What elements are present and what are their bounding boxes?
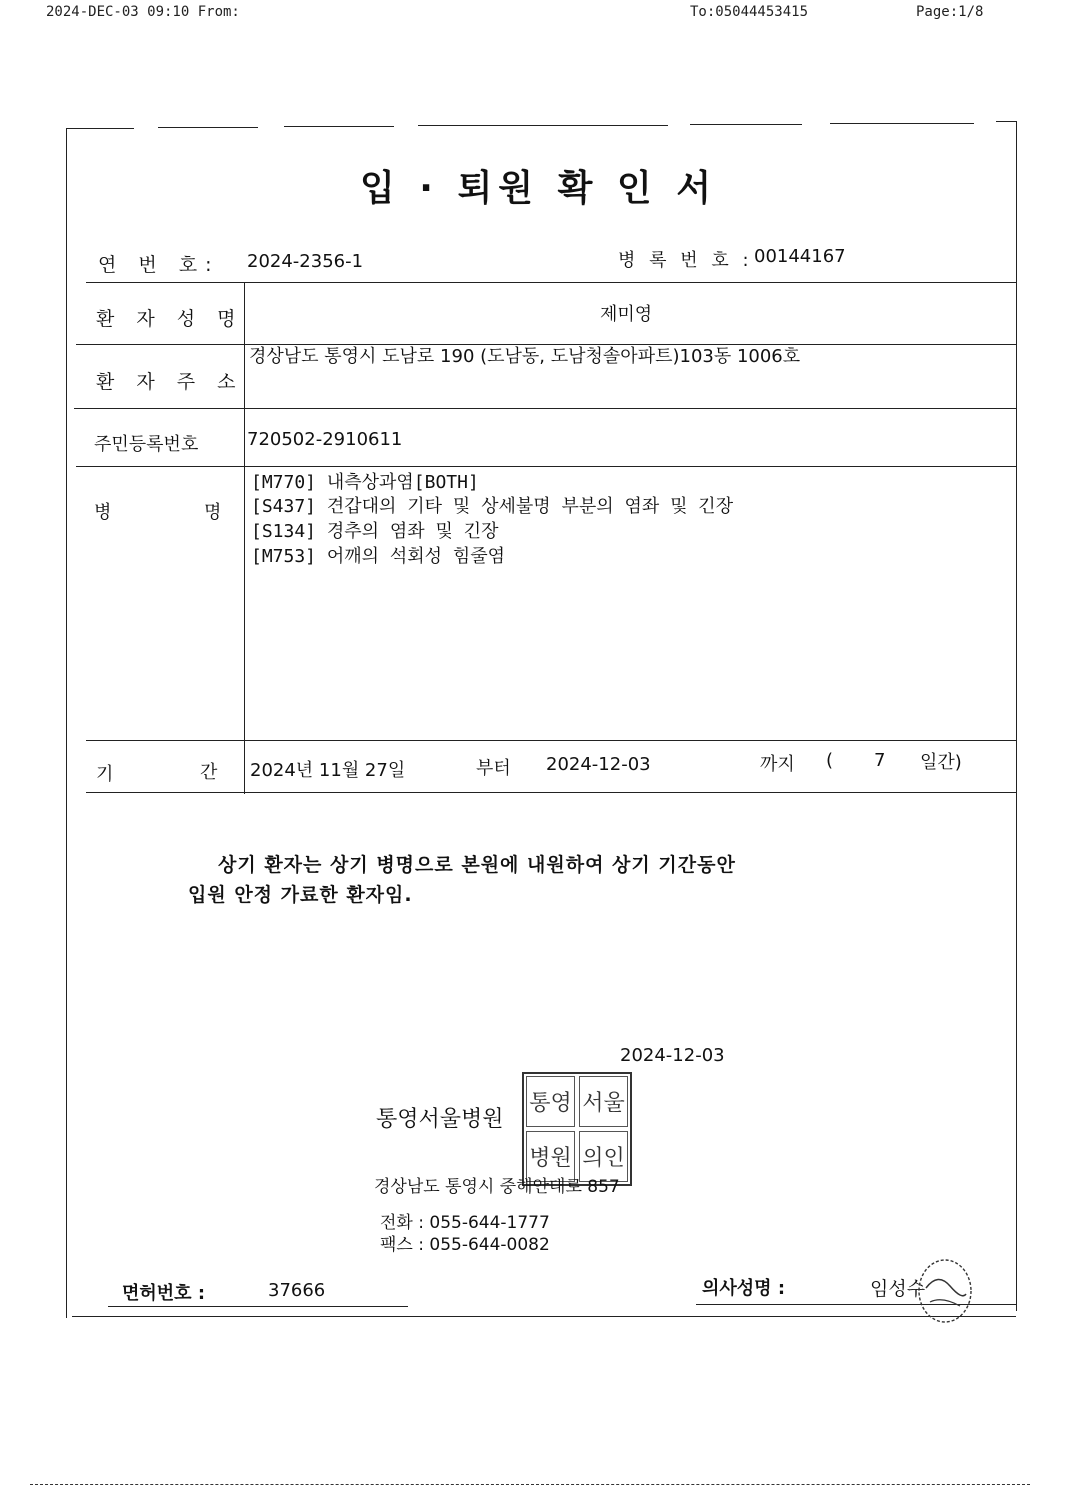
period-days-suffix: 일간) — [920, 752, 962, 773]
patient-name-value: 제미영 — [600, 304, 653, 325]
address-value: 경상남도 통영시 도남로 190 (도남동, 도남청솔아파트)103동 1006호 — [249, 346, 801, 367]
fax-header-to: To:05044453415 — [690, 4, 809, 20]
doctor-label: 의사성명 : — [702, 1278, 786, 1299]
serial-value: 2024-2356-1 — [247, 251, 364, 272]
serial-label: 연 번 호: — [98, 254, 220, 276]
period-to-suffix: 까지 — [760, 754, 795, 775]
doctor-value: 임성수 — [870, 1278, 926, 1300]
page-bottom-edge — [30, 1484, 1030, 1485]
id-label: 주민등록번호 — [94, 434, 199, 455]
license-label: 면허번호 : — [122, 1283, 206, 1304]
period-open-paren: ( — [826, 750, 834, 771]
hospital-phone: 전화 : 055-644-1777 — [380, 1213, 550, 1233]
hospital-name: 통영서울병원 — [376, 1107, 504, 1132]
period-from: 2024년 11월 27일 — [250, 760, 406, 781]
seal-char: 의인 — [579, 1131, 628, 1182]
doctor-signature — [916, 1258, 974, 1324]
record-label: 병 록 번 호 : — [618, 250, 753, 271]
statement-line-1: 상기 환자는 상기 병명으로 본원에 내원하여 상기 기간동안 — [218, 854, 736, 876]
fax-header-from: 2024-DEC-03 09:10 From: — [46, 4, 240, 20]
hospital-fax: 팩스 : 055-644-0082 — [380, 1235, 550, 1255]
disease-item: [M770] 내측상과염[BOTH] — [251, 472, 479, 493]
issue-date: 2024-12-03 — [620, 1045, 725, 1066]
disease-item: [S134] 경추의 염좌 및 긴장 — [251, 521, 499, 542]
fax-header-page: Page:1/8 — [916, 4, 984, 20]
period-label-2: 간 — [200, 762, 218, 783]
disease-label-1: 병 — [94, 502, 112, 523]
hospital-address: 경상남도 통영시 중해안대로 857 — [374, 1177, 620, 1197]
record-value: 00144167 — [754, 246, 846, 267]
disease-label-2: 명 — [204, 502, 222, 523]
seal-char: 병원 — [526, 1131, 575, 1182]
seal-char: 통영 — [526, 1076, 575, 1127]
address-label: 환 자 주 소 — [96, 371, 244, 393]
period-label-1: 기 — [96, 764, 114, 785]
disease-item: [M753] 어깨의 석회성 힘줄염 — [251, 546, 506, 567]
document-title: 입 · 퇴원 확 인 서 — [360, 168, 717, 209]
hospital-seal — [522, 1072, 632, 1186]
license-value: 37666 — [268, 1280, 326, 1301]
period-from-suffix: 부터 — [476, 758, 511, 779]
statement-line-2: 입원 안정 가료한 환자임. — [188, 884, 413, 906]
id-value: 720502-2910611 — [247, 429, 403, 450]
seal-char: 서울 — [579, 1076, 628, 1127]
disease-item: [S437] 견갑대의 기타 및 상세불명 부분의 염좌 및 긴장 — [251, 496, 734, 517]
patient-name-label: 환 자 성 명 — [96, 308, 244, 330]
period-to: 2024-12-03 — [546, 754, 651, 775]
period-days: 7 — [874, 750, 886, 771]
